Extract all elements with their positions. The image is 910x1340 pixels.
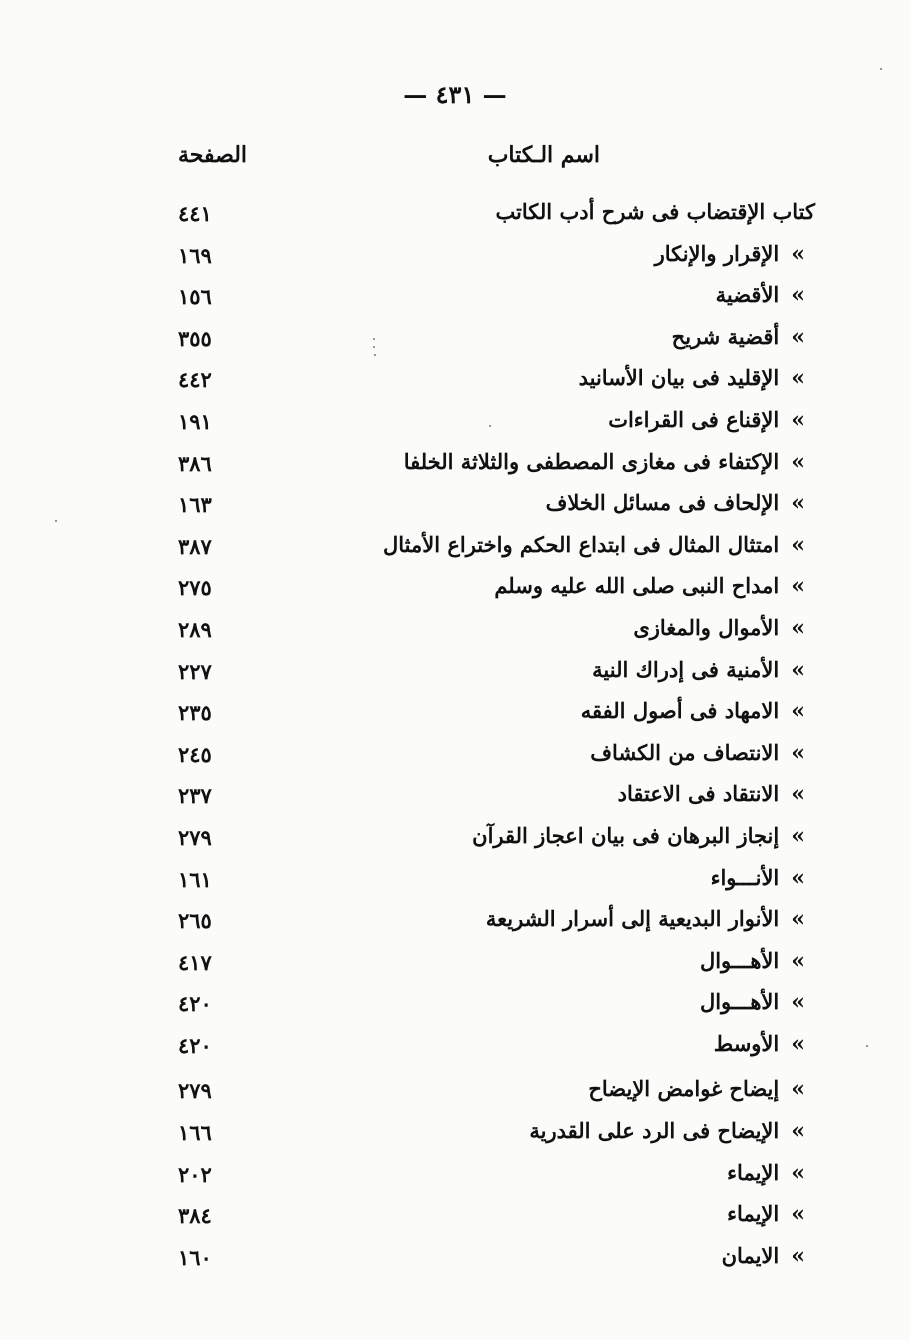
book-title [711, 865, 805, 891]
ditto-mark: » [791, 698, 805, 725]
book-title-text: الإلحاف فى مسائل الخلاف [545, 490, 780, 516]
list-item [0, 199, 910, 241]
ditto-mark: » [791, 240, 805, 267]
list-item [0, 407, 910, 449]
page-ref: ٣٨٤ [178, 1203, 212, 1229]
page-ref: ١٩١ [178, 408, 212, 434]
list-item [0, 1076, 910, 1118]
ditto-mark: » [791, 1076, 805, 1103]
book-title-text: الإقليد فى بيان الأسانيد [578, 365, 780, 391]
book-title [672, 324, 805, 350]
book-title-text: إنجاز البرهان فى بيان اعجاز القرآن [472, 822, 780, 848]
list-item [0, 989, 910, 1031]
book-title [727, 1160, 805, 1186]
page-ref: ١٦٠ [178, 1244, 212, 1270]
book-title [716, 282, 805, 308]
list-item [0, 449, 910, 491]
book-title-text: الإقرار والإنكار [654, 240, 780, 266]
book-title-text: الانتقاد فى الاعتقاد [617, 781, 780, 807]
book-title-text: الأنـــواء [710, 864, 780, 890]
ditto-mark: » [791, 739, 805, 766]
book-title-text: كتاب الإقتضاب فى شرح أدب الكاتب [495, 199, 815, 224]
page-ref: ١٥٦ [178, 284, 212, 310]
book-title [633, 615, 805, 641]
book-title [404, 449, 805, 475]
page-ref: ٢٢٧ [178, 658, 212, 684]
page-ref: ٣٨٧ [178, 533, 212, 559]
list-item [0, 1118, 910, 1160]
paper-speck [374, 354, 376, 356]
book-title [581, 698, 805, 724]
book-title-text: امداح النبى صلى الله عليه وسلم [494, 573, 780, 599]
book-title [495, 199, 815, 224]
list-item [0, 657, 910, 699]
page-ref: ٢٨٩ [178, 616, 212, 642]
paper-speck [489, 425, 491, 427]
page-ref: ٢٧٩ [178, 824, 212, 850]
ditto-mark: » [791, 448, 805, 475]
book-title [592, 657, 805, 683]
book-title [700, 989, 805, 1015]
ditto-mark: » [791, 989, 805, 1016]
column-header-book-name: اسم الـكتاب [487, 142, 600, 168]
book-title [590, 740, 805, 766]
list-item [0, 573, 910, 615]
ditto-mark: » [791, 1201, 805, 1228]
paper-speck [880, 68, 882, 70]
list-item [0, 532, 910, 574]
ditto-mark: » [791, 365, 805, 392]
book-title-text: الأموال والمغازى [633, 614, 780, 640]
book-title-text: الأهـــوال [699, 947, 780, 973]
book-title [383, 532, 805, 558]
page-ref: ١٦١ [178, 866, 212, 892]
list-item [0, 740, 910, 782]
ditto-mark: » [791, 947, 805, 974]
book-title-text: الأنوار البديعية إلى أسرار الشريعة [485, 906, 780, 932]
book-title-text: الأمنية فى إدراك النية [592, 656, 780, 682]
book-title [722, 1243, 805, 1269]
ditto-mark: » [791, 656, 805, 683]
list-item [0, 781, 910, 823]
book-title [714, 1031, 805, 1057]
page-ref: ١٦٦ [178, 1120, 212, 1146]
ditto-mark: » [791, 323, 805, 350]
ditto-mark: » [791, 614, 805, 641]
book-title-text: الإيضاح فى الرد على القدرية [529, 1118, 780, 1144]
book-title-text: الأوسط [713, 1030, 780, 1056]
paper-speck [55, 520, 57, 522]
list-item [0, 1201, 910, 1243]
book-title-text: امتثال المثال فى ابتداع الحكم واختراع الأمثال [382, 531, 780, 557]
book-title [546, 490, 805, 516]
page-ref: ٢٦٥ [178, 908, 212, 934]
list-item [0, 948, 910, 990]
list-item [0, 1243, 910, 1285]
page-ref: ٢٧٥ [178, 575, 212, 601]
book-title [608, 407, 805, 433]
list-item [0, 241, 910, 283]
book-title-text: إيضاح غوامض الإيضاح [588, 1076, 780, 1102]
book-title [700, 948, 805, 974]
list-item [0, 865, 910, 907]
entries-list [0, 199, 910, 1284]
book-title [618, 781, 805, 807]
book-title-text: الانتصاف من الكشاف [590, 739, 780, 765]
book-title-text: أقضية شريح [671, 323, 780, 349]
page-ref: ٣٥٥ [178, 325, 212, 351]
list-item [0, 823, 910, 865]
book-title [486, 906, 805, 932]
book-title-text: الإيماء [727, 1201, 780, 1227]
book-title-text: الامهاد فى أصول الفقه [580, 698, 780, 724]
paper-speck [373, 346, 375, 348]
ditto-mark: » [791, 1242, 805, 1269]
book-title-text: الإيماء [727, 1159, 780, 1185]
ditto-mark: » [791, 490, 805, 517]
page-ref: ٤٢٠ [178, 991, 212, 1017]
page-ref: ٢٣٥ [178, 700, 212, 726]
page-ref: ٤١٧ [178, 949, 212, 975]
page-ref: ١٦٩ [178, 242, 212, 268]
list-item [0, 324, 910, 366]
book-title-text: الأقضية [715, 282, 780, 308]
book-title [727, 1201, 805, 1227]
paper-speck [866, 1045, 868, 1047]
book-title [655, 241, 805, 267]
list-item [0, 1160, 910, 1202]
book-title-text: الإقناع فى القراءات [608, 406, 780, 432]
page-ref: ٤٤٢ [178, 367, 212, 393]
ditto-mark: » [791, 1030, 805, 1057]
page-ref: ٢٧٩ [178, 1078, 212, 1104]
ditto-mark: » [791, 906, 805, 933]
page-ref: ٢٠٢ [178, 1161, 212, 1187]
ditto-mark: » [791, 573, 805, 600]
list-item [0, 698, 910, 740]
ditto-mark: » [791, 781, 805, 808]
ditto-mark: » [791, 1118, 805, 1145]
book-title-text: الإكتفاء فى مغازى المصطفى والثلاثة الخلفا [403, 448, 780, 474]
list-item [0, 615, 910, 657]
column-header-page: الصفحة [178, 142, 248, 168]
ditto-mark: » [791, 864, 805, 891]
ditto-mark: » [791, 406, 805, 433]
list-item [0, 906, 910, 948]
page-ref: ٤٤١ [178, 201, 212, 226]
list-item [0, 490, 910, 532]
ditto-mark: » [791, 531, 805, 558]
ditto-mark: » [791, 282, 805, 309]
page-ref: ١٦٣ [178, 492, 212, 518]
book-title [494, 573, 805, 599]
ditto-mark: » [791, 822, 805, 849]
book-title [529, 1118, 805, 1144]
list-item [0, 1031, 910, 1073]
book-title-text: الايمان [721, 1242, 780, 1268]
list-item [0, 365, 910, 407]
book-title [579, 365, 805, 391]
list-item [0, 282, 910, 324]
paper-speck [373, 338, 375, 340]
book-title [472, 823, 805, 849]
book-title [588, 1076, 805, 1102]
page-number: — ٤٣١ — [403, 80, 507, 109]
page-ref: ٤٢٠ [178, 1032, 212, 1058]
page-ref: ٢٤٥ [178, 741, 212, 767]
page-ref: ٣٨٦ [178, 450, 212, 476]
page-ref: ٢٣٧ [178, 783, 212, 809]
book-title-text: الأهـــوال [699, 989, 780, 1015]
ditto-mark: » [791, 1159, 805, 1186]
